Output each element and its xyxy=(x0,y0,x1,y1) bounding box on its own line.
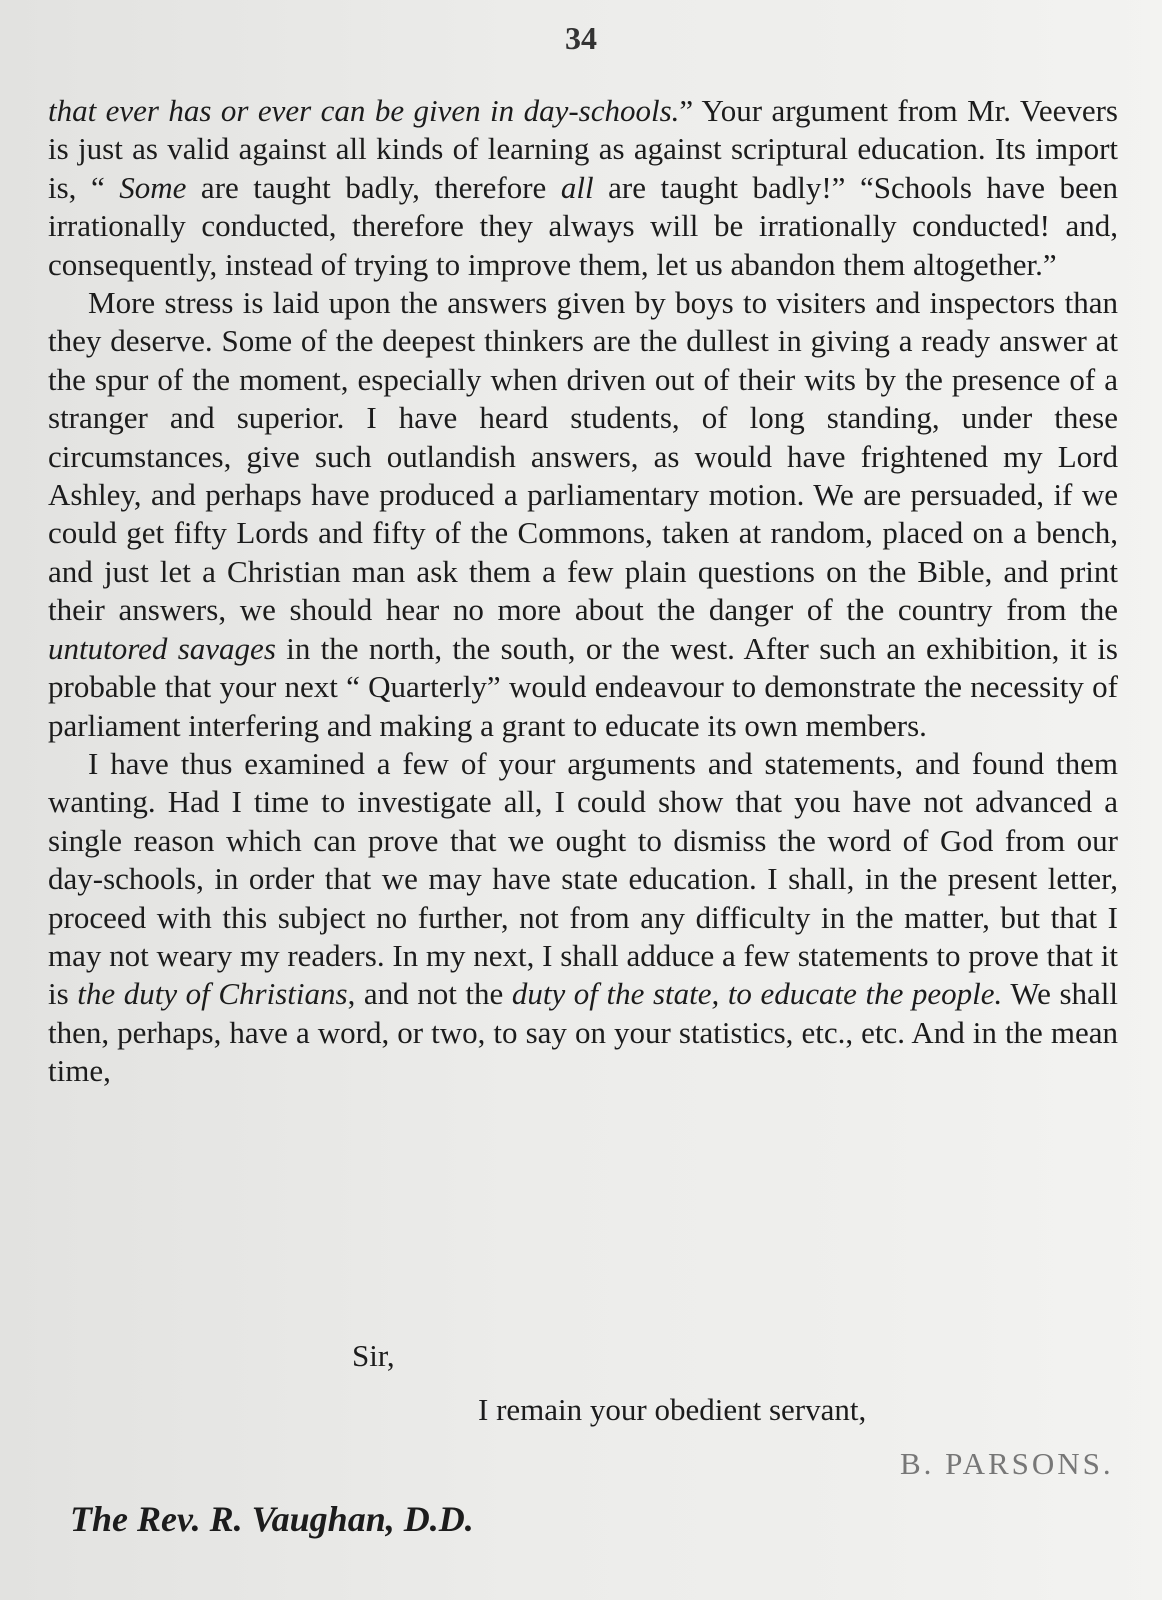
text-run: are taught badly, therefore xyxy=(186,169,561,205)
paragraph xyxy=(48,92,1118,284)
italic-text: all xyxy=(560,169,594,205)
valediction: I remain your obedient servant, xyxy=(478,1392,867,1427)
text-run: We shall then, perhaps, have a word, or two, to say on your statistics, etc., etc. And in the mean time, xyxy=(48,976,1118,1089)
text-run: , and not the xyxy=(347,976,512,1012)
addressee: The Rev. R. Vaughan, D.D. xyxy=(70,1499,474,1539)
text-run: in the north, the south, or the west. After such an exhibition, it is probable that your next “ Quarterly” would endeavour to demonstrate the necessity of parliament interfering and making a grant to educate its own members. xyxy=(48,630,1118,743)
text-run: are taught badly!” “Schools have been irrationally conducted, therefore they always will be irrationally conducted! and, consequently, instead of trying to improve them, let us abandon them altogether.” xyxy=(48,169,1118,282)
italic-text: the duty of Christians xyxy=(77,976,348,1012)
paragraph xyxy=(48,284,1118,745)
italic-text: Some xyxy=(119,169,187,205)
italic-text: untutored savages xyxy=(48,630,276,666)
text-run: I have thus examined a few of your arguments and statements, and found them wanting. Had I time to investigate all, I could show that you have not advanced a single reason which can prove that we ought to dismiss the word of God from our day-schools, in order that we may have state education. I shall, in the present letter, proceed with this subject no further, not from any difficulty in the matter, but that I may not weary my readers. In my next, I shall adduce a few statements to prove that it is xyxy=(48,745,1119,1012)
signature: B. PARSONS. xyxy=(900,1446,1114,1481)
salutation: Sir, xyxy=(352,1338,395,1373)
italic-text: duty of the state, to educate the people. xyxy=(511,976,1003,1012)
paragraph xyxy=(48,745,1118,1091)
text-run: ” Your argument from Mr. Veevers is just as valid against all kinds of learning as against scriptural education. Its import is, “ xyxy=(48,93,1118,205)
italic-text: that ever has or ever can be given in day-schools. xyxy=(48,93,680,128)
text-run: More stress is laid upon the answers given by boys to visiters and inspectors than they deserve. Some of the deepest thinkers are the dullest in giving a ready answer at the spur of the moment, especially when driven out of their wits by the presence of a stranger and superior. I have heard students, of long standing, under these circumstances, give such outlandish answers, as would have frightened my Lord Ashley, and perhaps have produced a parliamentary motion. We are persuaded, if we could get fifty Lords and fifty of the Commons, taken at random, placed on a bench, and just let a Christian man ask them a few plain questions on the Bible, and print their answers, we should hear no more about the danger of the country from the xyxy=(48,285,1118,628)
page-number: 34 xyxy=(565,20,597,56)
letter-body xyxy=(48,92,1118,1091)
